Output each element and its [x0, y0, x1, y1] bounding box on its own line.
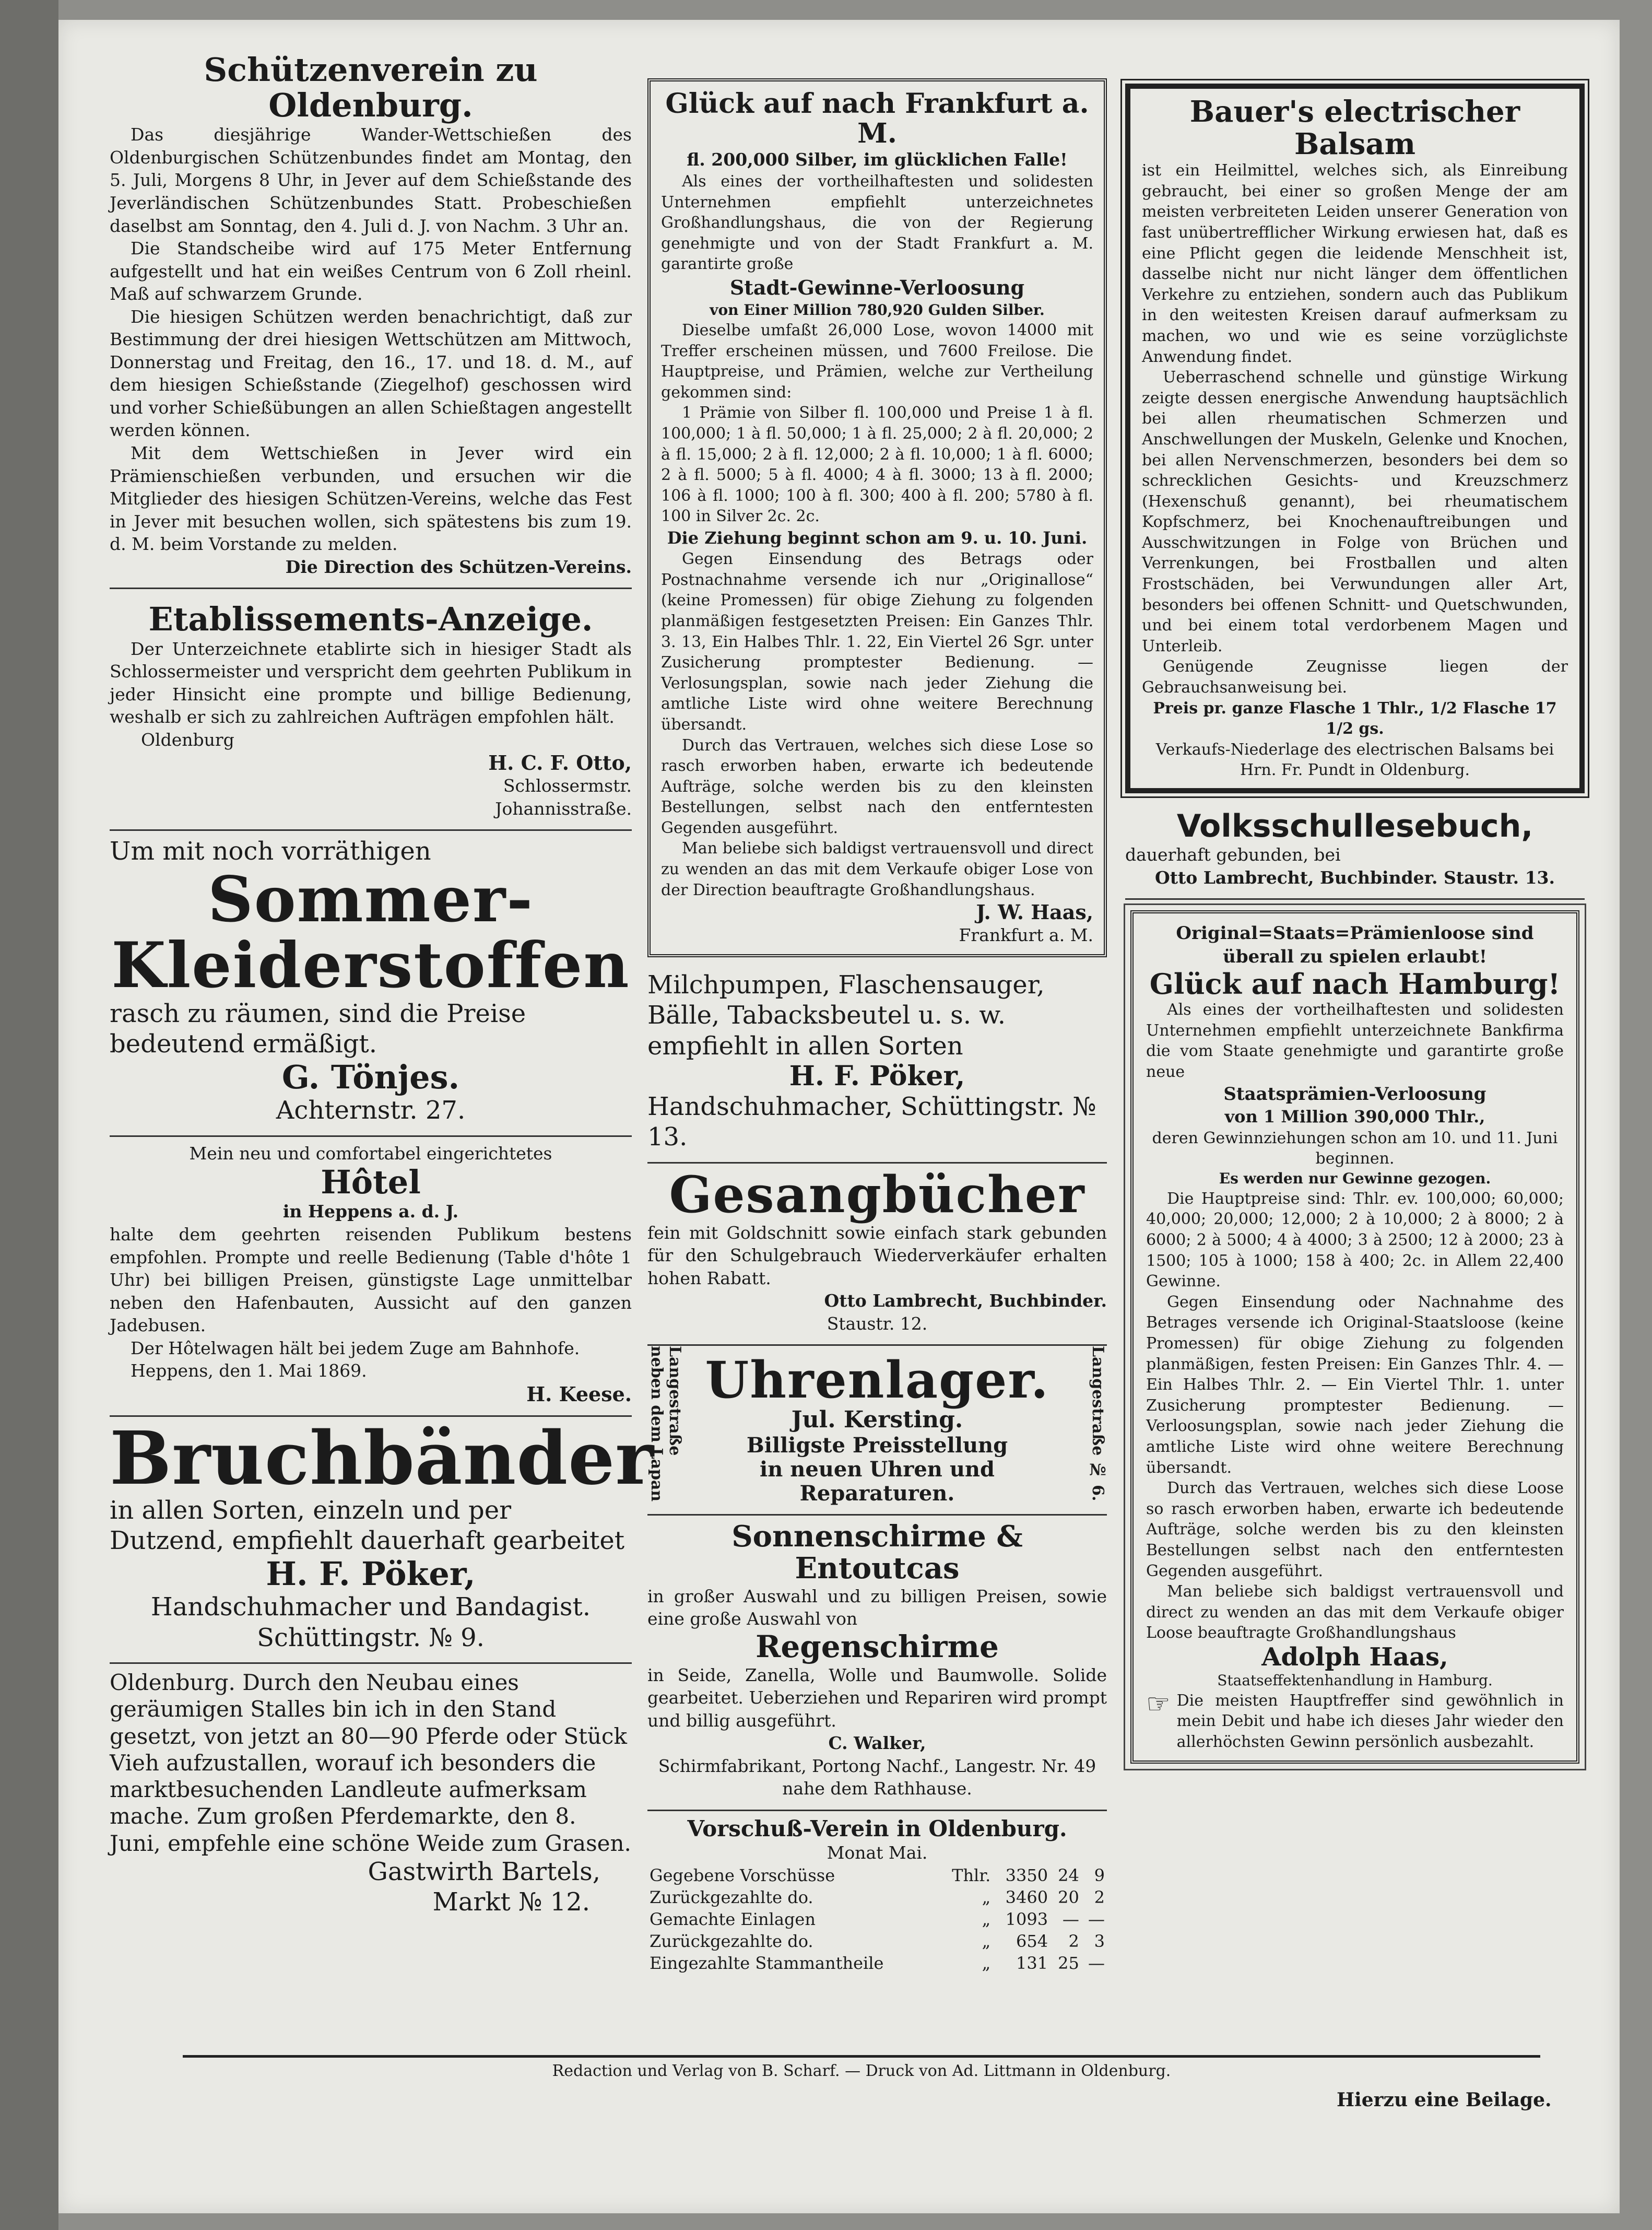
ad-title: Vorschuß-Verein in Oldenburg. [687, 1816, 1067, 1842]
ad-etablissement [110, 589, 632, 831]
ad-paragraph: Mit dem Wettschießen in Jever wird ein Prämienschießen verbunden, und ersuchen wir die Mitglieder des hiesigen Schützen-Vereins, welche das Fest in Jever mit besuchen wollen, sich spätestens bis zum 19. d. M. beim Vorstande zu melden. [110, 443, 632, 555]
ad-address: Handschuhmacher, Schüttingstr. № 13. [647, 1091, 1096, 1152]
table-row [647, 1908, 1107, 1930]
ledger-cell-cur: „ [982, 1887, 991, 1907]
ad-signature: G. Tönjes. [281, 1058, 460, 1096]
ad-body: fein mit Goldschnitt sowie einfach stark gebunden für den Schulgebrauch Wiederverkäufer erhalten hohen Rabatt. [647, 1222, 1107, 1288]
ad-paragraph: Man beliebe sich baldigst vertrauensvoll und direct zu wenden an das mit dem Verkaufe obiger Loose beauftragte Großhandlungshaus [1146, 1582, 1564, 1642]
ad-milchpumpen [647, 957, 1107, 1164]
ad-paragraph: Es werden nur Gewinne gezogen. [1219, 1169, 1491, 1187]
ad-body: halte dem geehrten reisenden Publikum bestens empfohlen. Prompte und reelle Bedienung (Table d'hôte 1 Uhr) bei billigen Preisen, günstigste Lage unmittelbar neben den Hafenbauten, Aussicht auf den ganzen Jadebusen. [110, 1224, 632, 1336]
ad-body: Der Unterzeichnete etablirte sich in hiesiger Stadt als Schlossermeister und verspricht dem geehrten Publikum in jeder Hinsicht eine prompte und billige Bedienung, weshalb er sich zu zahlreichen Aufträgen empfohlen hält. [110, 638, 632, 727]
ad-address: Schüttingstr. № 9. [257, 1623, 485, 1652]
ad-role: Schlossermstr. [503, 776, 632, 796]
supplement-note: Hierzu eine Beilage. [1337, 2089, 1552, 2111]
ad-paragraph: deren Gewinnziehungen schon am 10. und 11. Juni beginnen. [1152, 1129, 1558, 1168]
ad-title: Schützenverein zu Oldenburg. [204, 51, 538, 125]
ledger-cell-b: — [1062, 1909, 1079, 1929]
ledger-cell-cur: „ [982, 1931, 991, 1951]
imprint-footer: Redaction und Verlag von B. Scharf. — Druck von Ad. Littmann in Oldenburg. [183, 2055, 1540, 2080]
ledger-cell-c: 3 [1094, 1931, 1105, 1951]
ad-paragraph: Dieselbe umfaßt 26,000 Lose, wovon 14000 mit Treffer erscheinen müssen, und 7600 Freilose. Die Hauptpreise, und Prämien, welche zur Vertheilung gekommen sind: [661, 321, 1093, 402]
table-row [647, 1864, 1107, 1886]
ad-signature: H. F. Pöker, [789, 1060, 965, 1093]
ad-signature: Adolph Haas, [1261, 1642, 1448, 1672]
table-row [647, 1952, 1107, 1974]
ad-address: Achternstr. 27. [276, 1096, 466, 1125]
ad-headline: Regenschirme [756, 1628, 999, 1664]
ad-body: Oldenburg. Durch den Neubau eines geräumigen Stalles bin ich in den Stand gesetzt, von jetzt an 80—90 Pferde oder Stück Vieh aufzustallen, worauf ich besonders die marktbesuchenden Landleute aufmerksam mache. Zum großen Pferdemarkte, den 8. Juni, empfehle eine schöne Weide zum Grasen. [110, 1670, 631, 1856]
ad-headline: Uhrenlager. [705, 1351, 1049, 1410]
ad-body: Als eines der vortheilhaftesten und solidesten Unternehmen empfiehlt unterzeichnete Bankfirma die vom Staate genehmigte und garantirte große neue [1146, 1001, 1564, 1082]
ad-body: Milchpumpen, Flaschensauger, Bälle, Tabacksbeutel u. s. w. empfiehlt in allen Sorten [647, 970, 1045, 1061]
ad-signature: J. W. Haas, [976, 900, 1093, 924]
ad-title: Glück auf nach Frankfurt a. M. [665, 88, 1089, 150]
ledger-cell-cur: „ [982, 1953, 991, 1973]
ad-hotel [110, 1137, 632, 1417]
ad-title: Etablissements-Anzeige. [148, 600, 593, 639]
ad-headline: Kleiderstoffen [111, 928, 630, 1002]
ledger-cell-label: Gemachte Einlagen [650, 1909, 816, 1929]
ad-date: Heppens, den 1. Mai 1869. [131, 1360, 367, 1381]
ad-address: Schirmfabrikant, Portong Nachf., Langestr. Nr. 49 nahe dem Rathhause. [658, 1755, 1096, 1799]
ad-title: Glück auf nach Hamburg! [1149, 967, 1561, 1001]
ad-subtitle: fl. 200,000 Silber, im glücklichen Falle! [687, 149, 1068, 170]
ad-city: Frankfurt a. M. [959, 925, 1093, 946]
ad-headline: Bruchbänder [110, 1415, 655, 1501]
ad-title: Hôtel [321, 1163, 421, 1202]
ad-paragraph: Die Standscheibe wird auf 175 Meter Entfernung aufgestellt und hat ein weißes Centrum von 6 Zoll rheinl. Maß auf schwarzem Grunde. [110, 238, 632, 304]
ledger-cell-b: 20 [1058, 1887, 1079, 1907]
ad-signature: Gastwirth Bartels, [368, 1857, 600, 1886]
ad-paragraph: in Seide, Zanella, Wolle und Baumwolle. Solide gearbeitet. Ueberziehen und Repariren wird prompt und billig ausgeführt. [647, 1664, 1107, 1731]
ledger-cell-cur: „ [982, 1909, 991, 1929]
ledger-cell-c: — [1088, 1953, 1105, 1973]
ad-body: Als eines der vortheilhaftesten und solidesten Unternehmen empfiehlt unterzeichnetes Großhandlungshaus, die von der Regierung genehmigte und von der Stadt Frankfurt a. M. garantirte große [661, 172, 1093, 274]
ad-paragraph: Gegen Einsendung des Betrags oder Postnachnahme versende ich nur „Originallose“ (keine Promessen) für obige Ziehung zu folgenden planmäßigen festgesetzten Preisen: Ein Ganzes Thlr. 3. 13, Ein Halbes Thlr. 1. 22, Ein Viertel 26 Sgr. unter Zusicherung promptester Bedienung. — Verlosungsplan, sowie nach jeder Ziehung die amtliche Liste wird ohne weitere Berechnung übersandt. [661, 550, 1093, 734]
ledger-cell-a: 131 [1016, 1953, 1048, 1973]
ledger-cell-c: — [1088, 1909, 1105, 1929]
ledger-cell-label: Eingezahlte Stammantheile [650, 1953, 884, 1973]
ad-price: Preis pr. ganze Flasche 1 Thlr., 1/2 Flasche 17 1/2 gs. [1153, 699, 1557, 738]
ad-sonnenschirme [647, 1516, 1107, 1811]
ad-title: Volksschullesebuch, [1176, 808, 1533, 844]
ledger-cell-b: 2 [1068, 1931, 1079, 1951]
ad-headline: Sommer- [207, 862, 534, 936]
ad-note: Der Hôtelwagen hält bei jedem Zuge am Bahnhofe. [131, 1337, 580, 1358]
ad-subheadline: von Einer Million 780,920 Gulden Silber. [710, 301, 1045, 319]
ledger-cell-a: 3460 [1005, 1887, 1048, 1907]
ad-signature: H. C. F. Otto, [488, 751, 632, 775]
ad-body: dauerhaft gebunden, bei [1125, 844, 1341, 865]
ad-paragraph: Durch das Vertrauen, welches sich diese Lose so rasch erworben haben, erwarte ich bedeutende Aufträge, solche werden bis zu den kleinsten Bestellungen, selbst nach den entferntesten Gegenden ausgeführt. [661, 736, 1093, 837]
ad-hamburg-lottery [1130, 910, 1579, 1764]
ad-place: Oldenburg [141, 729, 234, 750]
ad-address: Markt № 12. [432, 1887, 590, 1917]
column-right [1125, 84, 1585, 1774]
ad-paragraph: Gegen Einsendung oder Nachnahme des Betrages versende ich Original-Staatsloose (keine Promessen) für obige Ziehung zu folgenden planmäßigen, festen Preisen: Ein Ganzes Thlr. 4. — Ein Halbes Thlr. 2. — Ein Viertel Thlr. 1. unter Zusicherung promptester Bedienung. — Verloosungsplan, sowie nach jeder Ziehung die amtliche Liste wird ohne weitere Berechnung übersandt. [1146, 1293, 1564, 1477]
ad-date: Die Ziehung beginnt schon am 9. u. 10. Juni. [667, 527, 1088, 548]
ad-slogan: Billigste Preisstellung [746, 1433, 1008, 1458]
ledger-table [647, 1864, 1107, 1974]
table-row [647, 1930, 1107, 1952]
ad-headline: Original=Staats=Prämienloose sind überall zu spielen erlaubt! [1176, 923, 1534, 967]
ad-headline: Stadt-Gewinne-Verloosung [729, 275, 1025, 299]
ad-body: ist ein Heilmittel, welches sich, als Einreibung gebraucht, bei einer so großen Menge der am meisten verbreiteten Leiden unserer Generation von fast unübertrefflicher Wirkung erwiesen hat, daß es eine Pflicht gegen die leidende Menschheit ist, dasselbe nicht nur nicht länger dem öffentlichen Verkehre zu entziehen, sondern auch das Publikum in den weitesten Kreisen darauf aufmerksam zu machen, wo und wie es seine vorzüglichste Anwendung findet. [1142, 161, 1568, 366]
ad-role: Staatseffektenhandlung in Hamburg. [1217, 1671, 1493, 1689]
ad-schuetzenverein [110, 47, 632, 589]
ad-paragraph: Verkaufs-Niederlage des electrischen Balsams bei Hrn. Fr. Pundt in Oldenburg. [1155, 740, 1554, 780]
ad-subtitle: in Heppens a. d. J. [282, 1201, 459, 1222]
ad-paragraph: Die hiesigen Schützen werden benachrichtigt, daß zur Bestimmung der drei hiesigen Wettschützen am Mittwoch, Donnerstag und Freitag, den 16., 17. und 18. d. M., auf dem hiesigen Schießstande (Ziegelhof) geschossen wird und vorher Schießübungen an allen Schießtagen angestellt werden können. [110, 306, 632, 441]
ledger-cell-c: 2 [1094, 1887, 1105, 1907]
ad-bartels [110, 1664, 632, 1918]
ad-address: Staustr. 12. [827, 1313, 928, 1334]
ad-body: in großer Auswahl und zu billigen Preisen, sowie eine große Auswahl von [647, 1586, 1107, 1629]
ad-prize-list: 1 Prämie von Silber fl. 100,000 und Preise 1 à fl. 100,000; 1 à fl. 50,000; 1 à fl. 25,000; 2 à fl. 20,000; 2 à fl. 15,000; 2 à fl. 12,000; 2 à fl. 10,000; 1 à fl. 6000; 2 à fl. 5000; 5 à fl. 4000; 4 à fl. 3000; 13 à fl. 2000; 106 à fl. 1000; 100 à fl. 300; 400 à fl. 200; 5780 à fl. 100 in Silver 2c. 2c. [661, 404, 1093, 526]
ledger-cell-a: 3350 [1005, 1865, 1048, 1885]
ad-intro: Mein neu und comfortabel eingerichtetes [189, 1143, 552, 1164]
ad-signature: Jul. Kersting. [791, 1406, 963, 1434]
ad-side-note: Langestraße neben dem Lapan [647, 1346, 684, 1502]
scan-edge [0, 0, 58, 2230]
ledger-cell-cur: Thlr. [952, 1865, 991, 1885]
ad-paragraph: Man beliebe sich baldigst vertrauensvoll und direct zu wenden an das mit dem Verkaufe obiger Lose von der Direction beauftragte Großhandlungshaus. [661, 839, 1093, 899]
ad-frankfurt-lottery [647, 78, 1107, 957]
ad-paragraph: Durch das Vertrauen, welches sich diese Loose so rasch erworben haben, erwarte ich bedeutende Aufträge, solche werden bis zu den kleinsten Bestellungen selbst nach den entferntesten Gegenden ausgeführt. [1146, 1479, 1564, 1580]
column-left [110, 47, 655, 1918]
ad-headline: Staatsprämien-Verloosung [1223, 1083, 1486, 1105]
ad-body: Das diesjährige Wander-Wettschießen des Oldenburgischen Schützenbundes findet am Montag, den 5. Juli, Morgens 8 Uhr, in Jever auf dem Schießstande des Jeverländischen Schützenbundes Statt. Probeschießen daselbst am Sonntag, den 4. Juli d. J. von Nachm. 3 Uhr an. [110, 124, 632, 236]
ad-bauer-balsam [1125, 84, 1585, 793]
ad-slogan: in neuen Uhren und Reparaturen. [760, 1457, 995, 1506]
ad-subheadline: von 1 Million 390,000 Thlr., [1224, 1107, 1485, 1127]
ad-title: Sonnenschirme & Entoutcas [731, 1519, 1023, 1586]
ad-volksschullesebuch [1125, 793, 1585, 900]
ad-prize-list: Die Hauptpreise sind: Thlr. ev. 100,000; 60,000; 40,000; 20,000; 12,000; 2 à 10,000; 2 à 8000; 2 à 6000; 2 à 5000; 4 à 4000; 3 à 2500; 12 à 2000; 23 à 1500; 105 à 1000; 158 à 400; 2c. in Allem 22,400 Gewinne. [1146, 1189, 1564, 1291]
ad-paragraph: Ueberraschend schnelle und günstige Wirkung zeigte dessen energische Anwendung hauptsächlich bei allen rheumatischen Schmerzen und Anschwellungen der Muskeln, Gelenke und Knochen, bei allen Nervenschmerzen, besonders bei dem so schrecklichen Gesichts- und Kreuzschmerz (Hexenschuß genannt), bei rheumatischem Kopfschmerz, bei Knochenauftreibungen und Ausschwitzungen in Folge von Brüchen und Verrenkungen, bei Frostballen und alten Frostschäden, bei Verwundungen aller Art, besonders bei offenen Schnitt- und Quetschwunden, und bei einem total verdorbenem Magen und Unterleib. [1142, 368, 1568, 655]
ad-signature: C. Walker, [828, 1733, 926, 1754]
ad-gesangbuecher [647, 1164, 1107, 1346]
ad-signature: H. F. Pöker, [266, 1554, 476, 1593]
ad-vorschuss-verein [647, 1811, 1107, 1974]
ad-subtitle: Monat Mai. [827, 1842, 928, 1863]
ad-paragraph: Die meisten Hauptfreffer sind gewöhnlich in mein Debit und habe ich dieses Jahr wieder den allerhöchsten Gewinn persönlich ausbezahlt. [1176, 1691, 1564, 1751]
ledger-cell-b: 24 [1058, 1865, 1079, 1885]
ledger-cell-c: 9 [1094, 1865, 1105, 1885]
ad-signature: H. Keese. [526, 1382, 632, 1406]
ledger-cell-label: Zurückgezahlte do. [650, 1887, 813, 1907]
ad-body: in allen Sorten, einzeln und per Dutzend, empfiehlt dauerhaft gearbeitet [110, 1495, 625, 1556]
ledger-cell-a: 1093 [1005, 1909, 1048, 1929]
ad-street: Johannisstraße. [495, 798, 632, 819]
pointing-hand-icon: ☞ [1146, 1688, 1171, 1720]
ad-title: Bauer's electrischer Balsam [1189, 95, 1520, 161]
ledger-cell-a: 654 [1016, 1931, 1048, 1951]
ad-uhrenlager [647, 1346, 1107, 1515]
ledger-cell-b: 25 [1058, 1953, 1079, 1973]
ad-paragraph: Genügende Zeugnisse liegen der Gebrauchsanweisung bei. [1142, 658, 1568, 697]
column-middle [647, 78, 1107, 1974]
ledger-cell-label: Gegebene Vorschüsse [650, 1865, 835, 1885]
ad-signature: Otto Lambrecht, Buchbinder. [824, 1290, 1107, 1311]
ad-signature: Die Direction des Schützen-Vereins. [285, 556, 632, 577]
ad-headline: Gesangbücher [669, 1165, 1085, 1224]
ledger-cell-label: Zurückgezahlte do. [650, 1931, 813, 1951]
ad-sommer-kleiderstoffe [110, 831, 632, 1136]
ad-body: rasch zu räumen, sind die Preise bedeutend ermäßigt. [110, 999, 526, 1059]
ad-signature: Otto Lambrecht, Buchbinder. Staustr. 13. [1155, 867, 1555, 888]
ad-bruchbaender [110, 1415, 655, 1664]
ad-intro: Um mit noch vorräthigen [110, 837, 431, 866]
table-row [647, 1886, 1107, 1908]
ad-role: Handschuhmacher und Bandagist. [150, 1592, 591, 1622]
ad-side-note: Langestraße № 6. [1089, 1346, 1107, 1501]
